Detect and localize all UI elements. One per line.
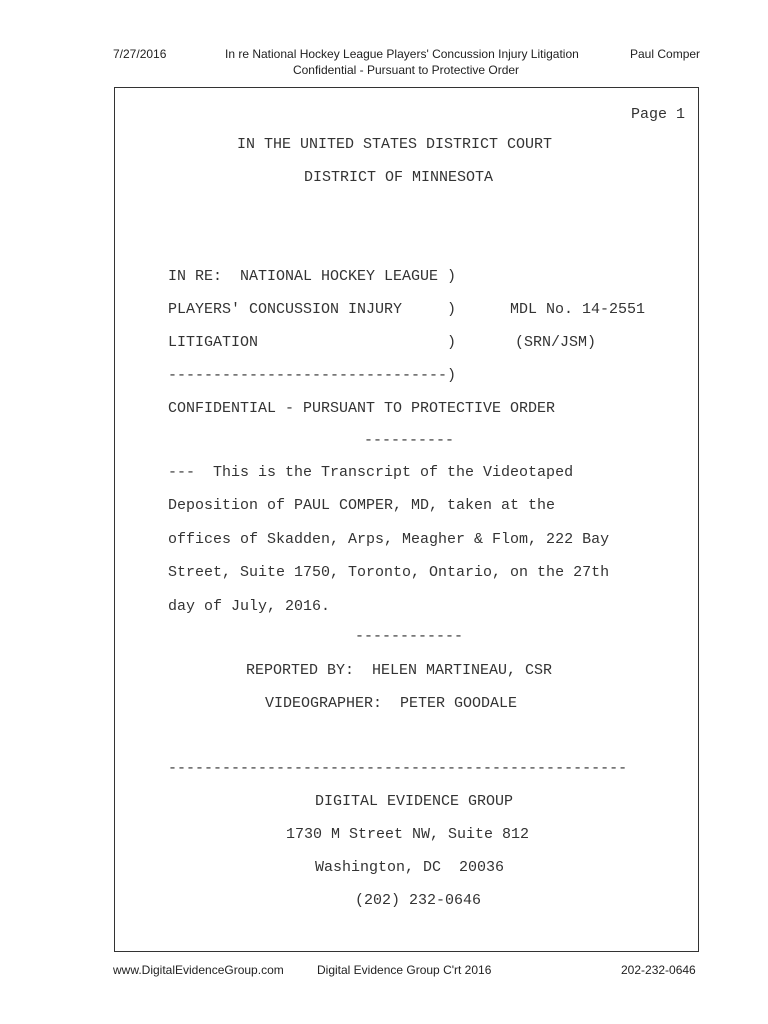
- transcript-page-frame: [114, 87, 699, 952]
- body-line-2: Deposition of PAUL COMPER, MD, taken at the: [168, 497, 556, 514]
- videographer: VIDEOGRAPHER: PETER GOODALE: [265, 695, 518, 712]
- footer-website: www.DigitalEvidenceGroup.com: [113, 963, 284, 977]
- court-district: DISTRICT OF MINNESOTA: [304, 169, 494, 186]
- footer-copyright: Digital Evidence Group C'rt 2016: [317, 963, 492, 977]
- caption-row-1: IN RE: NATIONAL HOCKEY LEAGUE ): [168, 268, 457, 285]
- body-line-5: day of July, 2016.: [168, 598, 331, 615]
- footer-phone: 202-232-0646: [621, 963, 696, 977]
- court-name: IN THE UNITED STATES DISTRICT COURT: [237, 136, 553, 153]
- body-line-1: --- This is the Transcript of the Videotaped: [168, 464, 574, 481]
- company-address-2: Washington, DC 20036: [315, 859, 505, 876]
- divider-medium: ------------: [355, 628, 464, 645]
- confidential-notice: CONFIDENTIAL - PURSUANT TO PROTECTIVE ORDER: [168, 400, 556, 417]
- divider-long: ---------------------------------------------------: [168, 760, 628, 777]
- page-number: Page 1: [631, 106, 686, 123]
- reported-by: REPORTED BY: HELEN MARTINEAU, CSR: [246, 662, 553, 679]
- caption-row-4: -------------------------------): [168, 367, 457, 384]
- divider-short: ----------: [364, 432, 455, 449]
- body-line-3: offices of Skadden, Arps, Meagher & Flom, 222 Bay: [168, 531, 610, 548]
- body-line-4: Street, Suite 1750, Toronto, Ontario, on the 27th: [168, 564, 610, 581]
- company-address-1: 1730 M Street NW, Suite 812: [286, 826, 530, 843]
- company-phone: (202) 232-0646: [355, 892, 482, 909]
- company-name: DIGITAL EVIDENCE GROUP: [315, 793, 514, 810]
- caption-row-3: LITIGATION ): [168, 334, 457, 351]
- header-confidentiality: Confidential - Pursuant to Protective Order: [292, 63, 520, 77]
- mdl-number: MDL No. 14-2551: [510, 301, 646, 318]
- header-date: 7/27/2016: [113, 47, 167, 61]
- header-case-title: In re National Hockey League Players' Concussion Injury Litigation: [225, 47, 579, 61]
- caption-row-2: PLAYERS' CONCUSSION INJURY ): [168, 301, 457, 318]
- judge-initials: (SRN/JSM): [515, 334, 597, 351]
- header-deponent: Paul Comper: [630, 47, 701, 61]
